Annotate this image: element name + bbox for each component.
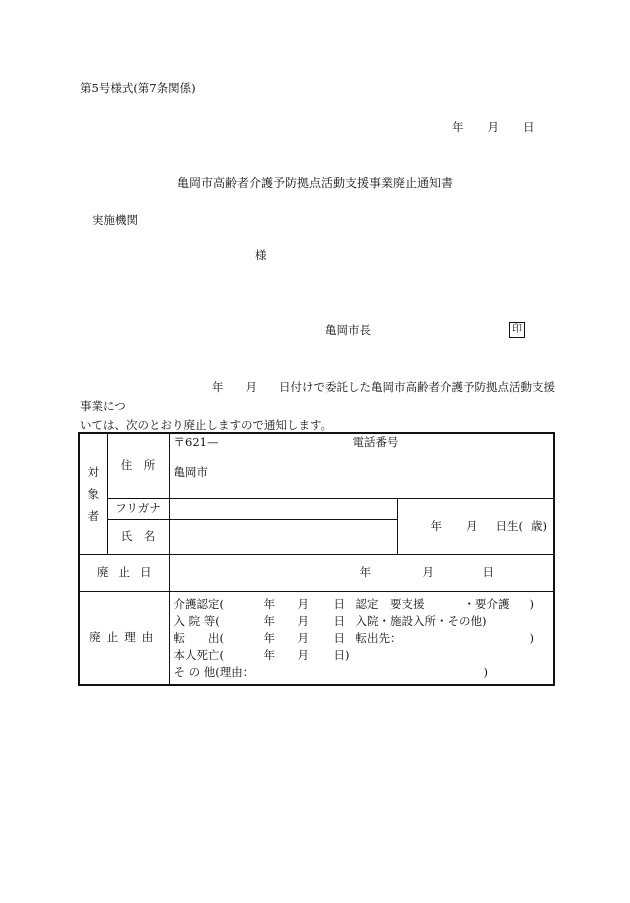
honorific-sama: 様 <box>255 248 267 262</box>
subject-label: 対 象 者 <box>79 433 107 555</box>
reason-row-care: 介護認定( 年 月 日 認定 要支援 ・要介護 ) <box>173 597 534 611</box>
form-number: 第5号様式(第7条関係) <box>80 81 196 95</box>
reason-field[interactable] <box>169 592 554 686</box>
agency-label: 実施機関 <box>92 213 138 227</box>
abolish-date-field[interactable]: 年 月 日 <box>169 555 554 592</box>
issue-date-day: 日 <box>523 120 535 134</box>
body-line1: 日付けで委託した亀岡市高齢者介護予防拠点活動支援事業につ <box>80 380 555 413</box>
issue-date-year: 年 <box>452 120 464 134</box>
issue-date <box>452 121 535 135</box>
abolition-table <box>78 432 555 686</box>
name-field[interactable] <box>169 520 397 555</box>
phone-label: 電話番号 <box>352 435 399 449</box>
notice-body <box>80 378 560 435</box>
seal-stamp: 印 <box>509 322 525 338</box>
reason-row-death: 本人死亡( 年 月 日) <box>173 648 350 662</box>
body-year: 年 <box>212 380 224 394</box>
furigana-field[interactable] <box>169 499 397 520</box>
reason-label: 廃止理由 <box>79 592 169 686</box>
body-line2: いては、次のとおり廃止しますので通知します。 <box>80 418 333 432</box>
reason-row-other: そ の 他(理由： ) <box>173 665 488 679</box>
address-field[interactable] <box>169 433 554 499</box>
document-title: 亀岡市高齢者介護予防拠点活動支援事業廃止通知書 <box>176 176 453 190</box>
furigana-label: フリガナ <box>107 499 169 520</box>
reason-row-moveout: 転 出( 年 月 日 転出先： ) <box>173 631 534 645</box>
birth-date-field[interactable]: 年 月 日生( 歳) <box>397 499 554 555</box>
address-label: 住 所 <box>107 433 169 499</box>
city-name: 亀岡市 <box>173 465 208 479</box>
mayor-label: 亀岡市長 <box>325 323 371 337</box>
issue-date-month: 月 <box>487 120 499 134</box>
name-label: 氏 名 <box>107 520 169 555</box>
abolish-date-label: 廃止日 <box>79 555 169 592</box>
body-month: 月 <box>245 380 257 394</box>
reason-row-hospital: 入 院 等( 年 月 日 入院・施設入所・その他) <box>173 614 487 628</box>
postal-code: 〒621— <box>173 435 219 449</box>
